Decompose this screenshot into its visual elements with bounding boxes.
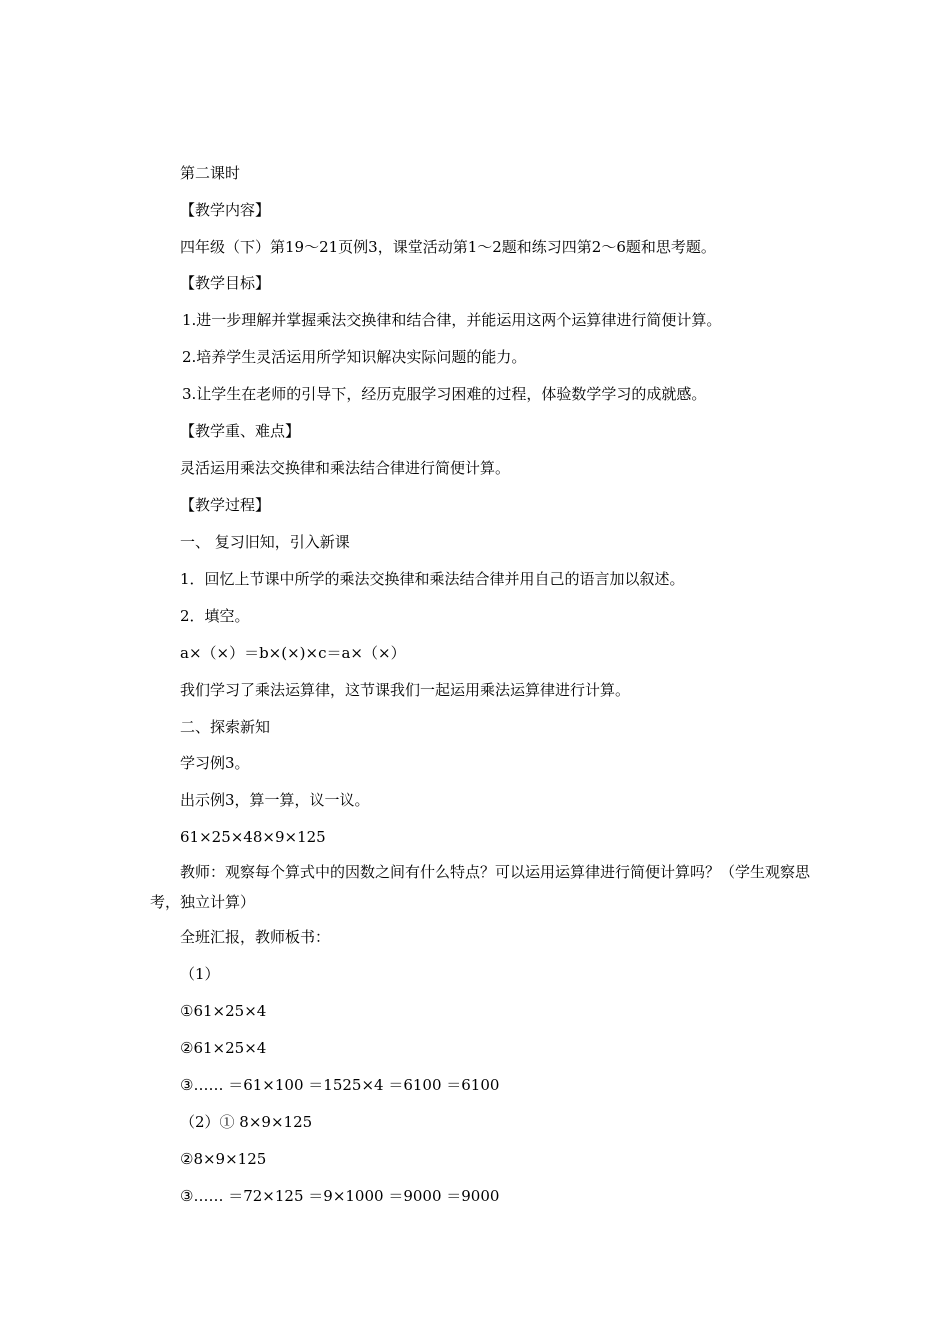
- part-1-step-c: ③…… ＝61×100 ＝1525×4 ＝6100 ＝6100: [180, 1076, 500, 1094]
- show-example: 出示例3，算一算，议一议。: [180, 791, 370, 809]
- goal-item-1: 1.进一步理解并掌握乘法交换律和结合律，并能运用这两个运算律进行简便计算。: [182, 311, 722, 329]
- heading-teaching-goals: 【教学目标】: [180, 274, 271, 292]
- teacher-question: 教师：观察每个算式中的因数之间有什么特点？可以运用运算律进行简便计算吗？（学生观察思考，独立计算）: [150, 863, 811, 911]
- key-points-text: 灵活运用乘法交换律和乘法结合律进行简便计算。: [180, 459, 511, 477]
- part-1-step-a: ①61×25×4: [180, 1002, 267, 1020]
- heading-teaching-content: 【教学内容】: [180, 201, 271, 219]
- part-1-step-b: ②61×25×4: [180, 1039, 267, 1057]
- part-2-step-a: （2）① 8×9×125: [180, 1113, 313, 1131]
- study-example: 学习例3。: [180, 754, 250, 772]
- part-2-step-b: ②8×9×125: [180, 1150, 267, 1168]
- goal-item-2: 2.培养学生灵活运用所学知识解决实际问题的能力。: [182, 348, 527, 366]
- example-expression: 61×25×48×9×125: [180, 828, 326, 846]
- part-2-step-c: ③…… ＝72×125 ＝9×1000 ＝9000 ＝9000: [180, 1187, 500, 1205]
- section-1-title: 一、 复习旧知，引入新课: [180, 533, 350, 551]
- teaching-content-text: 四年级（下）第19～21页例3，课堂活动第1～2题和练习四第2～6题和思考题。: [180, 238, 716, 256]
- part-1-label: （1）: [180, 965, 220, 983]
- heading-key-points: 【教学重、难点】: [180, 422, 301, 440]
- process-step-1: 1．回忆上节课中所学的乘法交换律和乘法结合律并用自己的语言加以叙述。: [180, 570, 685, 588]
- fill-blank-formula: a×（×）＝b×(×)×c＝a×（×）: [180, 644, 406, 662]
- process-step-2: 2．填空。: [180, 607, 250, 625]
- class-report: 全班汇报，教师板书：: [180, 928, 331, 946]
- lesson-title: 第二课时: [180, 164, 241, 182]
- goal-item-3: 3.让学生在老师的引导下，经历克服学习困难的过程，体验数学学习的成就感。: [182, 385, 707, 403]
- intro-text: 我们学习了乘法运算律，这节课我们一起运用乘法运算律进行计算。: [180, 681, 631, 699]
- heading-teaching-process: 【教学过程】: [180, 496, 271, 514]
- section-2-title: 二、探索新知: [180, 718, 271, 736]
